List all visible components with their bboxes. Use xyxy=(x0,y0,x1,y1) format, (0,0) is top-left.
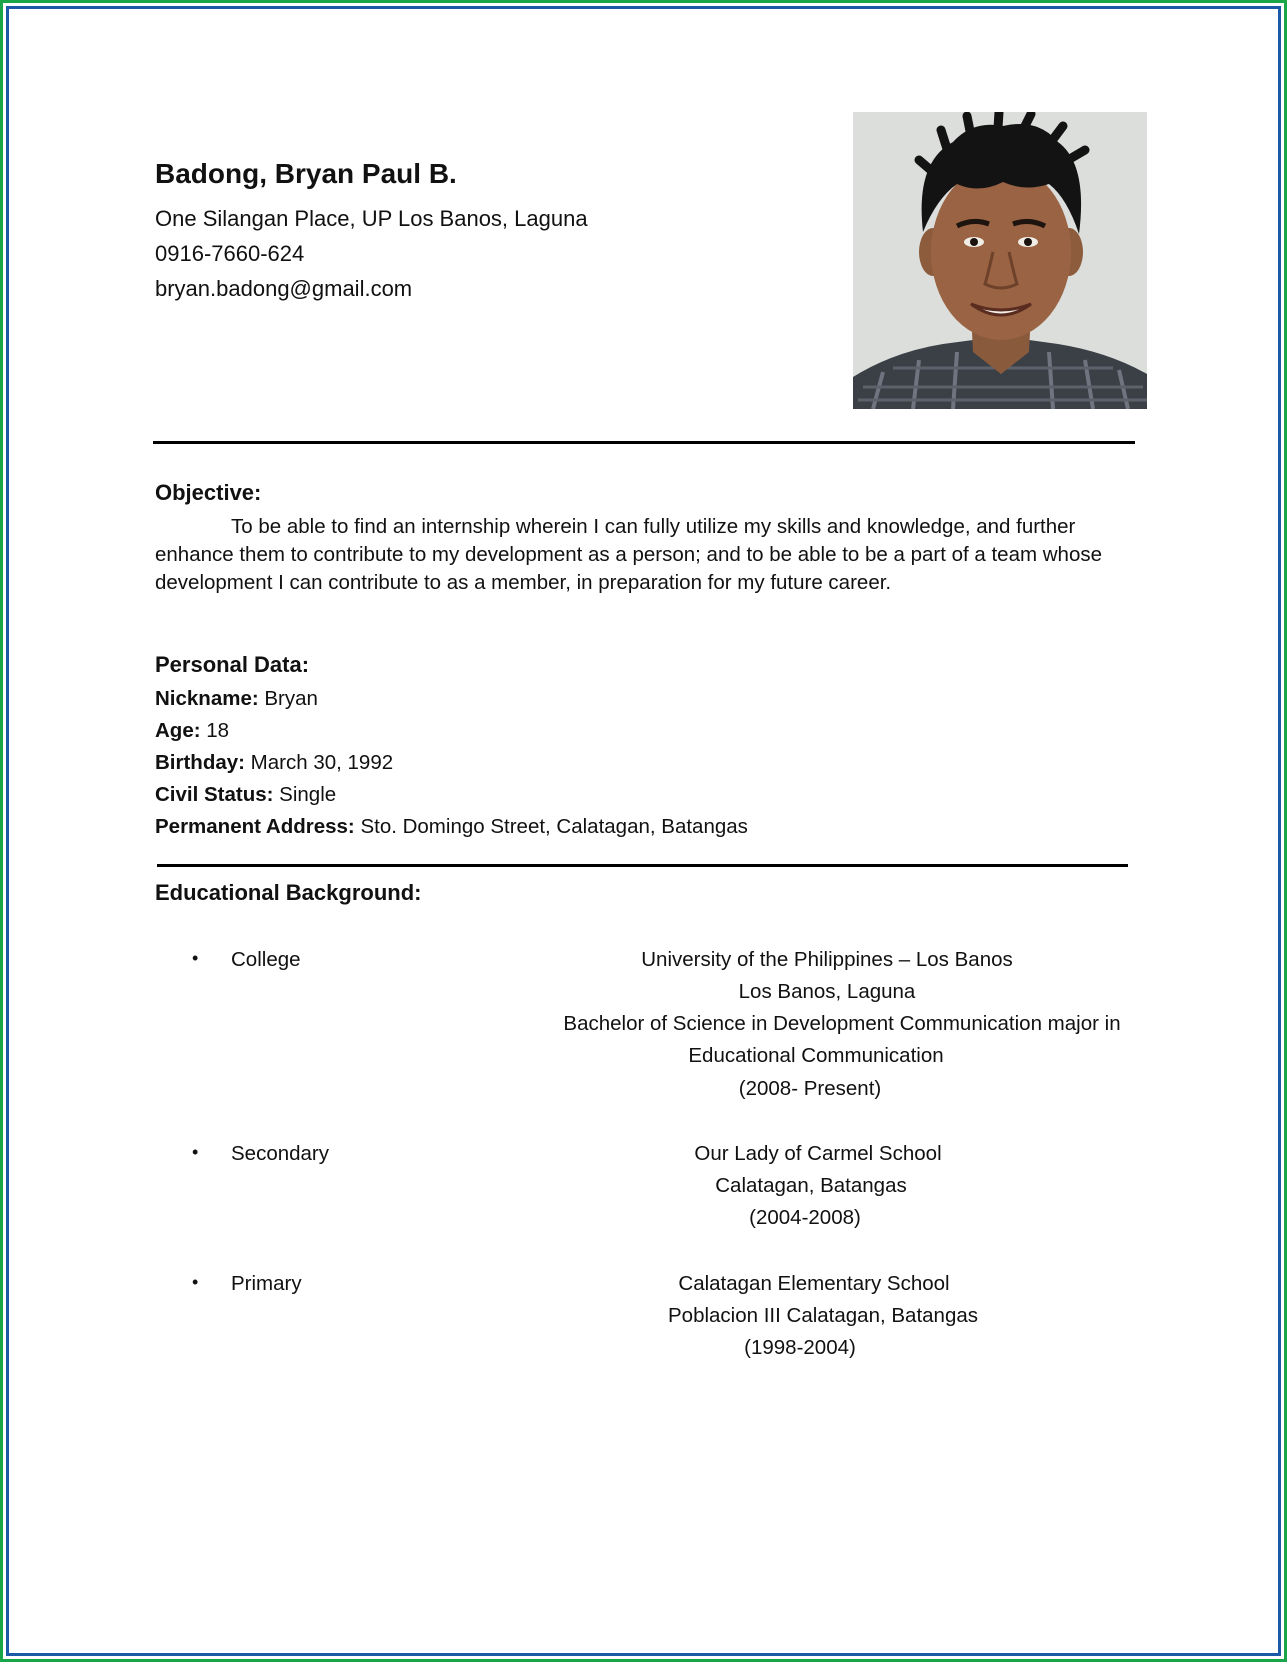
objective-heading: Objective: xyxy=(155,480,262,505)
bullet-icon: • xyxy=(192,948,199,968)
education-level-college: College xyxy=(231,948,301,971)
nickname-row xyxy=(155,687,318,711)
bullet-icon: • xyxy=(192,1142,199,1162)
nickname-value: Bryan xyxy=(258,687,318,710)
permanent-address-label: Permanent Address: xyxy=(155,815,355,838)
birthday-row xyxy=(155,751,393,775)
resume-page: Badong, Bryan Paul B. One Silangan Place, UP Los Banos, Laguna 0916-7660-624 bryan.badong@gmail.com Objective: To be able to find an internship wherein I can fully utilize my skills and knowledge, and further enhance them to contribute to my development as a person; and to be able to be a part of a team whose development I can contribute to as a member, in preparation for my future career. Personal Data: Nickname: Bryan Age: 18 Birthday: March 30, 1992 Civil Status: Single Permanent Address: Sto. Domingo Street, Calatagan, Batangas Educational Background: • College University of the Philippines – Los Banos Los Banos, Laguna Bachelor of Science in Development Communication major in Educational Communication (2008- Present) • Secondary Our Lady of Carmel School Calatagan, Batangas (2004-2008) • Primary Calatagan Elementary School Poblacion III Calatagan, Batangas (1998-2004) xyxy=(0,0,1287,1662)
section-divider xyxy=(157,864,1128,867)
civil-status-label: Civil Status: xyxy=(155,783,274,806)
objective-text: To be able to find an internship wherein I can fully utilize my skills and knowledge, and further enhance them to contribute to my development as a person; and to be able to be a part of a team whose development I can contribute to as a member, in preparation for my future career. xyxy=(155,515,1103,594)
education-heading: Educational Background: xyxy=(155,880,422,905)
portrait-illustration xyxy=(853,112,1147,409)
section-divider xyxy=(153,441,1135,444)
applicant-name: Badong, Bryan Paul B. xyxy=(155,158,457,189)
address: One Silangan Place, UP Los Banos, Laguna xyxy=(155,206,588,231)
civil-status-value: Single xyxy=(273,783,337,806)
birthday-value: March 30, 1992 xyxy=(244,751,394,774)
permanent-address-row xyxy=(155,815,748,839)
nickname-label: Nickname: xyxy=(155,687,259,710)
applicant-photo xyxy=(853,112,1147,409)
civil-status-row xyxy=(155,783,336,807)
age-row xyxy=(155,719,229,743)
education-level-primary: Primary xyxy=(231,1272,302,1295)
birthday-label: Birthday: xyxy=(155,751,245,774)
age-label: Age: xyxy=(155,719,201,742)
education-level-secondary: Secondary xyxy=(231,1142,330,1165)
email-address: bryan.badong@gmail.com xyxy=(155,276,413,301)
phone-number: 0916-7660-624 xyxy=(155,241,305,266)
permanent-address-value: Sto. Domingo Street, Calatagan, Batangas xyxy=(354,815,748,838)
personal-data-heading: Personal Data: xyxy=(155,652,310,677)
bullet-icon: • xyxy=(192,1272,199,1292)
age-value: 18 xyxy=(200,719,230,742)
